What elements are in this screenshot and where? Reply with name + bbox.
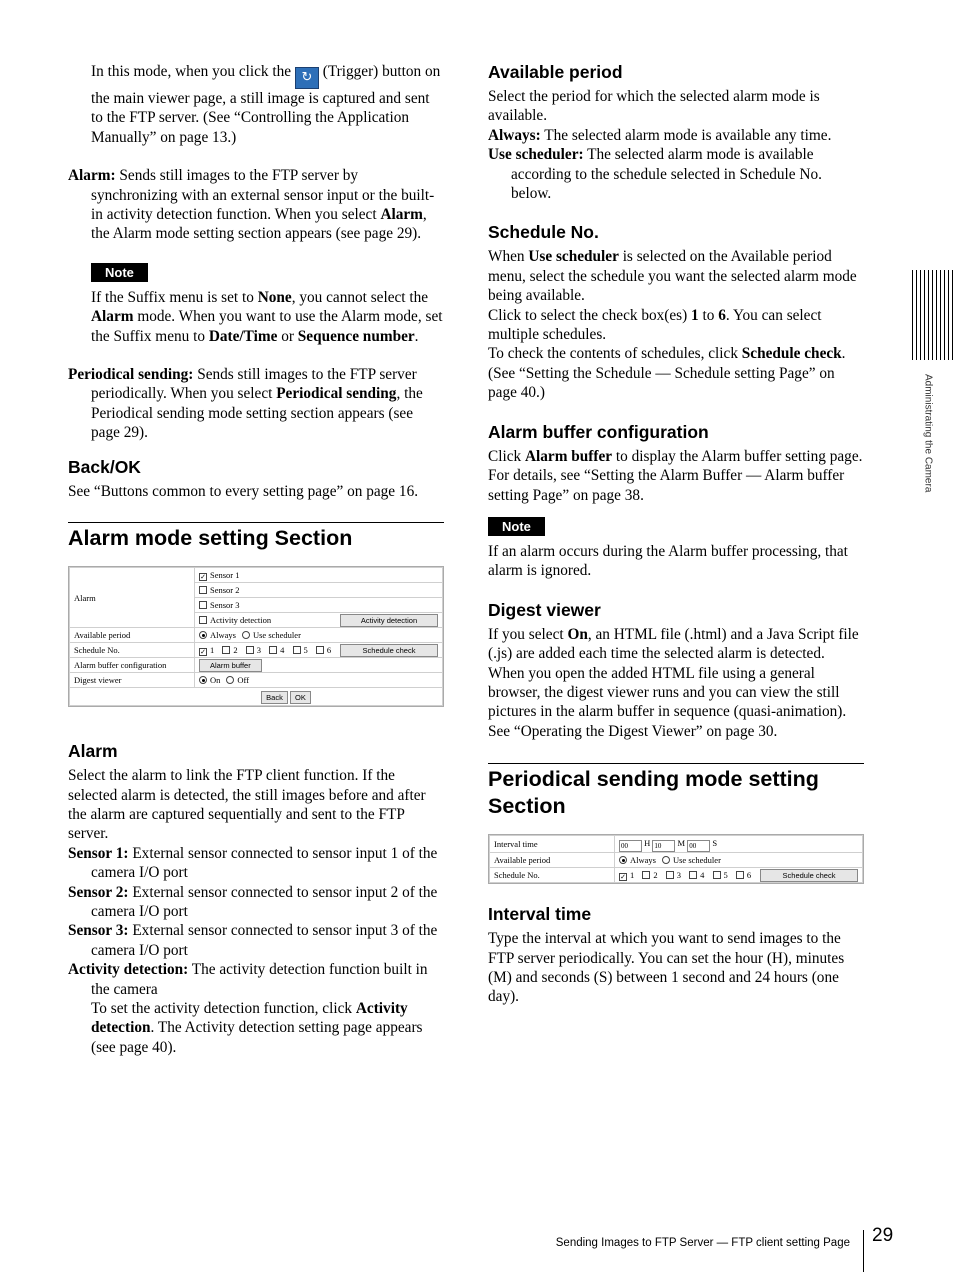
sensor1-label: Sensor 1 — [210, 570, 240, 581]
note-bold-4: Sequence number — [297, 327, 415, 345]
schedule-num: 6 — [746, 870, 752, 881]
always-term: Always: — [488, 126, 541, 144]
note-paragraph-right: If an alarm occurs during the Alarm buffer processing, that alarm is ignored. — [488, 542, 848, 580]
use-scheduler-label: Use scheduler — [672, 855, 721, 866]
schedule-num: 5 — [723, 870, 728, 881]
note-badge-right: Note — [488, 517, 545, 536]
sensor1-option[interactable] — [195, 568, 443, 583]
alarm-def-bold: Alarm — [380, 206, 423, 224]
second-input[interactable]: 00 — [687, 840, 710, 852]
schedule-checkboxes — [615, 868, 756, 883]
checkbox[interactable] — [293, 646, 301, 654]
form-actions — [70, 688, 443, 706]
hour-unit: H — [644, 838, 651, 849]
form-schedule-label: Schedule No. — [70, 643, 195, 658]
checkbox[interactable] — [246, 646, 254, 654]
available-description: Select the period for which the selected alarm mode is available. — [488, 88, 820, 125]
schedule-num: 3 — [676, 870, 681, 881]
checkbox[interactable] — [316, 646, 324, 654]
second-unit: S — [712, 838, 718, 849]
buffer-text-2: to display the Alarm buffer setting page. — [615, 447, 863, 465]
schedule-text-6: To check the contents of schedules, click — [488, 345, 738, 363]
checkbox-checked[interactable]: ✓ — [200, 648, 206, 657]
note-text-4: or — [281, 327, 294, 345]
form-interval-label: Interval time — [490, 836, 615, 853]
digest-paragraph-1 — [488, 625, 864, 664]
form-buffer-label: Alarm buffer configuration — [70, 658, 195, 673]
alarm-buffer-button[interactable]: Alarm buffer — [199, 659, 262, 672]
footer-text: Sending Images to FTP Server — FTP client setting Page — [555, 1237, 850, 1249]
form-alarm-label: Alarm — [70, 568, 195, 628]
checkbox[interactable] — [199, 586, 207, 594]
schedule-num: 3 — [256, 645, 261, 656]
note-text-2: , you cannot select the — [291, 288, 429, 306]
trigger-icon: ↻ — [295, 67, 319, 89]
schedule-text-3: Click to select the check box(es) — [488, 306, 688, 324]
schedule-num: 4 — [280, 645, 285, 656]
schedule-num: 1 — [630, 870, 635, 881]
note-bold-1: None — [257, 288, 292, 306]
left-column — [68, 62, 444, 1057]
sensor3-term: Sensor 3: — [68, 922, 129, 940]
schedule-bold-3: 6 — [718, 306, 726, 324]
trigger-text-2: (Trigger) button on the main viewer page, a still image is captured and sent to the FTP server. (See “Controlling the Application Manually” on page 13.) — [91, 63, 441, 146]
sensor2-option[interactable] — [195, 583, 443, 598]
radio-selected[interactable] — [619, 856, 627, 864]
schedule-check-button[interactable]: Schedule check — [340, 644, 438, 657]
form-available-label: Available period — [70, 628, 195, 643]
form-digest-label: Digest viewer — [70, 673, 195, 688]
radio-selected[interactable] — [199, 631, 207, 639]
minute-input[interactable]: 10 — [652, 840, 675, 852]
checkbox[interactable] — [642, 871, 650, 879]
buffer-heading: Alarm buffer configuration — [488, 421, 709, 442]
trigger-paragraph — [68, 62, 444, 147]
alarm-section-heading: Alarm mode setting Section — [68, 522, 444, 552]
activity-definition — [68, 960, 444, 999]
buffer-paragraph-2: For details, see “Setting the Alarm Buffer — Alarm buffer setting Page” on page 38. — [488, 467, 845, 504]
schedule-num: 5 — [303, 645, 308, 656]
activity-text: The activity detection function built in the camera — [91, 961, 428, 998]
always-text: The selected alarm mode is available any time. — [544, 126, 832, 144]
schedule-text-1: When — [488, 248, 525, 266]
use-scheduler-label: Use scheduler — [252, 630, 301, 641]
activity-instr-text-1: To set the activity detection function, click — [91, 999, 353, 1017]
digest-paragraph-2: When you open the added HTML file using a general browser, the digest viewer runs and you can view the still pictures in the alarm buffer in sequence (quasi-animation). — [488, 664, 847, 721]
page-number: 29 — [872, 1225, 894, 1246]
checkbox[interactable] — [199, 601, 207, 609]
footer — [0, 1222, 954, 1272]
activity-term: Activity detection: — [68, 961, 189, 979]
schedule-button-cell — [336, 643, 443, 658]
schedule-text-2: is selected on the Available period menu, select the schedule you want the selected alarm mode being available. — [488, 248, 857, 305]
ok-button[interactable]: OK — [290, 691, 311, 704]
side-tab-stripes — [912, 270, 954, 360]
periodical-bold: Periodical sending — [276, 385, 397, 403]
radio[interactable] — [226, 676, 234, 684]
note-paragraph-left — [68, 288, 444, 346]
digest-heading: Digest viewer — [488, 599, 601, 620]
schedule-num: 6 — [326, 645, 332, 656]
sensor1-definition — [68, 844, 444, 883]
radio[interactable] — [662, 856, 670, 864]
scheduler-definition — [488, 145, 864, 203]
scheduler-term: Use scheduler: — [488, 146, 584, 164]
checkbox-checked[interactable]: ✓ — [620, 873, 626, 882]
digest-paragraph-3: See “Operating the Digest Viewer” on page 30. — [488, 722, 778, 740]
sensor3-label: Sensor 3 — [210, 600, 240, 611]
checkbox[interactable] — [689, 871, 697, 879]
schedule-text-5: . You can select multiple schedules. — [488, 306, 822, 344]
digest-text-2: , an HTML file (.html) and a Java Script file (.js) are added each time the selected alarm is detected. — [488, 625, 859, 663]
trigger-text-1: In this mode, when you click the — [91, 63, 292, 80]
right-column — [488, 62, 864, 1007]
periodical-definition — [68, 365, 444, 443]
schedule-num: 2 — [653, 870, 658, 881]
buffer-text-1: Click — [488, 447, 522, 465]
schedule-check-button[interactable]: Schedule check — [760, 869, 858, 882]
periodical-text-1: Sends still images to the FTP server periodically. When you select — [91, 366, 417, 403]
sensor1-term: Sensor 1: — [68, 844, 129, 862]
checkbox[interactable] — [666, 871, 674, 879]
alarm-definition — [68, 166, 444, 244]
sensor2-definition — [68, 883, 444, 922]
alarm-mode-form — [68, 566, 444, 707]
form-schedule-label: Schedule No. — [490, 868, 615, 883]
sensor1-text: External sensor connected to sensor input 1 of the camera I/O port — [91, 844, 438, 882]
alarm-term: Alarm: — [68, 167, 116, 185]
checkbox[interactable] — [736, 871, 744, 879]
note-text-5: . — [414, 327, 419, 345]
schedule-bold-1: Use scheduler — [528, 248, 619, 266]
buffer-bold: Alarm buffer — [524, 447, 613, 465]
alarm-description: Select the alarm to link the FTP client function. If the selected alarm is detected, the still images before and after the alarm are captured sequentially and sent to the FTP server. — [68, 767, 426, 843]
digest-text-1: If you select — [488, 625, 564, 643]
schedule-bold-4: Schedule check — [741, 345, 842, 363]
available-options — [195, 628, 443, 643]
side-label: Administrating the Camera — [922, 374, 934, 493]
schedule-num: 4 — [700, 870, 705, 881]
hour-input[interactable]: 00 — [619, 840, 642, 852]
checkbox[interactable] — [199, 616, 207, 624]
interval-heading: Interval time — [488, 904, 592, 925]
schedule-bold-2: 1 — [691, 306, 699, 324]
sensor3-option[interactable] — [195, 598, 443, 613]
sensor2-text: External sensor connected to sensor input 2 of the camera I/O port — [91, 883, 438, 920]
periodical-mode-form — [488, 834, 864, 884]
always-label: Always — [630, 855, 656, 866]
buffer-paragraph-1 — [488, 447, 864, 466]
alarm-def-text-1: Sends still images to the FTP server by synchronizing with an external sensor input or the built-in activity detection function. When you select — [91, 167, 435, 224]
schedule-heading: Schedule No. — [488, 222, 599, 243]
on-label: On — [210, 675, 221, 686]
available-options — [615, 853, 863, 868]
schedule-paragraph-1 — [488, 247, 864, 305]
alarm-def-text-2: , the Alarm mode setting section appears (see page 29). — [91, 206, 427, 243]
note-badge-left: Note — [91, 263, 148, 282]
schedule-num: 2 — [233, 645, 238, 656]
checkbox[interactable] — [713, 871, 721, 879]
schedule-checkboxes — [195, 643, 336, 658]
periodical-term: Periodical sending: — [68, 366, 194, 384]
radio-selected[interactable] — [199, 676, 207, 684]
always-label: Always — [210, 630, 236, 641]
sensor3-definition — [68, 921, 444, 960]
sensor3-text: External sensor connected to sensor input 3 of the camera I/O port — [91, 922, 438, 959]
periodical-text-2: , the Periodical sending mode setting section appears (see page 29). — [91, 385, 423, 442]
digest-bold: On — [567, 625, 588, 643]
activity-option[interactable] — [195, 613, 336, 628]
alarm-heading: Alarm — [68, 741, 118, 762]
activity-button-cell — [336, 613, 443, 628]
sensor2-term: Sensor 2: — [68, 883, 129, 901]
note-bold-3: Date/Time — [208, 327, 278, 345]
backok-text: See “Buttons common to every setting page” on page 16. — [68, 482, 419, 500]
periodical-section-heading: Periodical sending mode setting Section — [488, 763, 864, 820]
backok-heading: Back/OK — [68, 456, 141, 477]
checkbox[interactable] — [222, 646, 230, 654]
buffer-button-cell — [195, 658, 443, 673]
sensor2-label: Sensor 2 — [210, 585, 240, 596]
radio[interactable] — [242, 631, 250, 639]
schedule-paragraph-2 — [488, 306, 864, 345]
footer-divider — [863, 1230, 864, 1272]
note-bold-2: Alarm — [91, 308, 134, 326]
schedule-text-4: to — [702, 306, 715, 324]
checkbox[interactable] — [269, 646, 277, 654]
schedule-num: 1 — [210, 645, 215, 656]
scheduler-text: The selected alarm mode is available according to the schedule selected in Schedule No. below. — [511, 146, 822, 203]
back-button[interactable]: Back — [261, 691, 288, 704]
interval-text: Type the interval at which you want to send images to the FTP server periodically. You can set the hour (H), minutes (M) and seconds (S) between 1 second and 24 hours (one day). — [488, 930, 845, 1006]
interval-inputs — [615, 836, 863, 853]
off-label: Off — [237, 675, 250, 686]
activity-instr-text-2: . The Activity detection setting page appears (see page 40). — [91, 1019, 423, 1056]
activity-instructions — [68, 999, 444, 1057]
minute-unit: M — [677, 838, 686, 849]
schedule-button-cell — [756, 868, 863, 883]
note-text-3: mode. When you want to use the Alarm mode, set the Suffix menu to — [91, 308, 443, 345]
always-definition — [488, 126, 864, 145]
schedule-paragraph-3 — [488, 344, 864, 402]
digest-options — [195, 673, 443, 688]
activity-instr-bold: Activity detection — [91, 999, 408, 1037]
activity-label: Activity detection — [210, 615, 272, 626]
checkbox-checked[interactable]: ✓ — [200, 573, 206, 582]
available-heading: Available period — [488, 62, 623, 82]
note-text-1: If the Suffix menu is set to — [91, 288, 254, 306]
schedule-text-7: . (See “Setting the Schedule — Schedule setting Page” on page 40.) — [488, 345, 846, 402]
form-available-label: Available period — [490, 853, 615, 868]
activity-detection-button[interactable]: Activity detection — [340, 614, 438, 627]
